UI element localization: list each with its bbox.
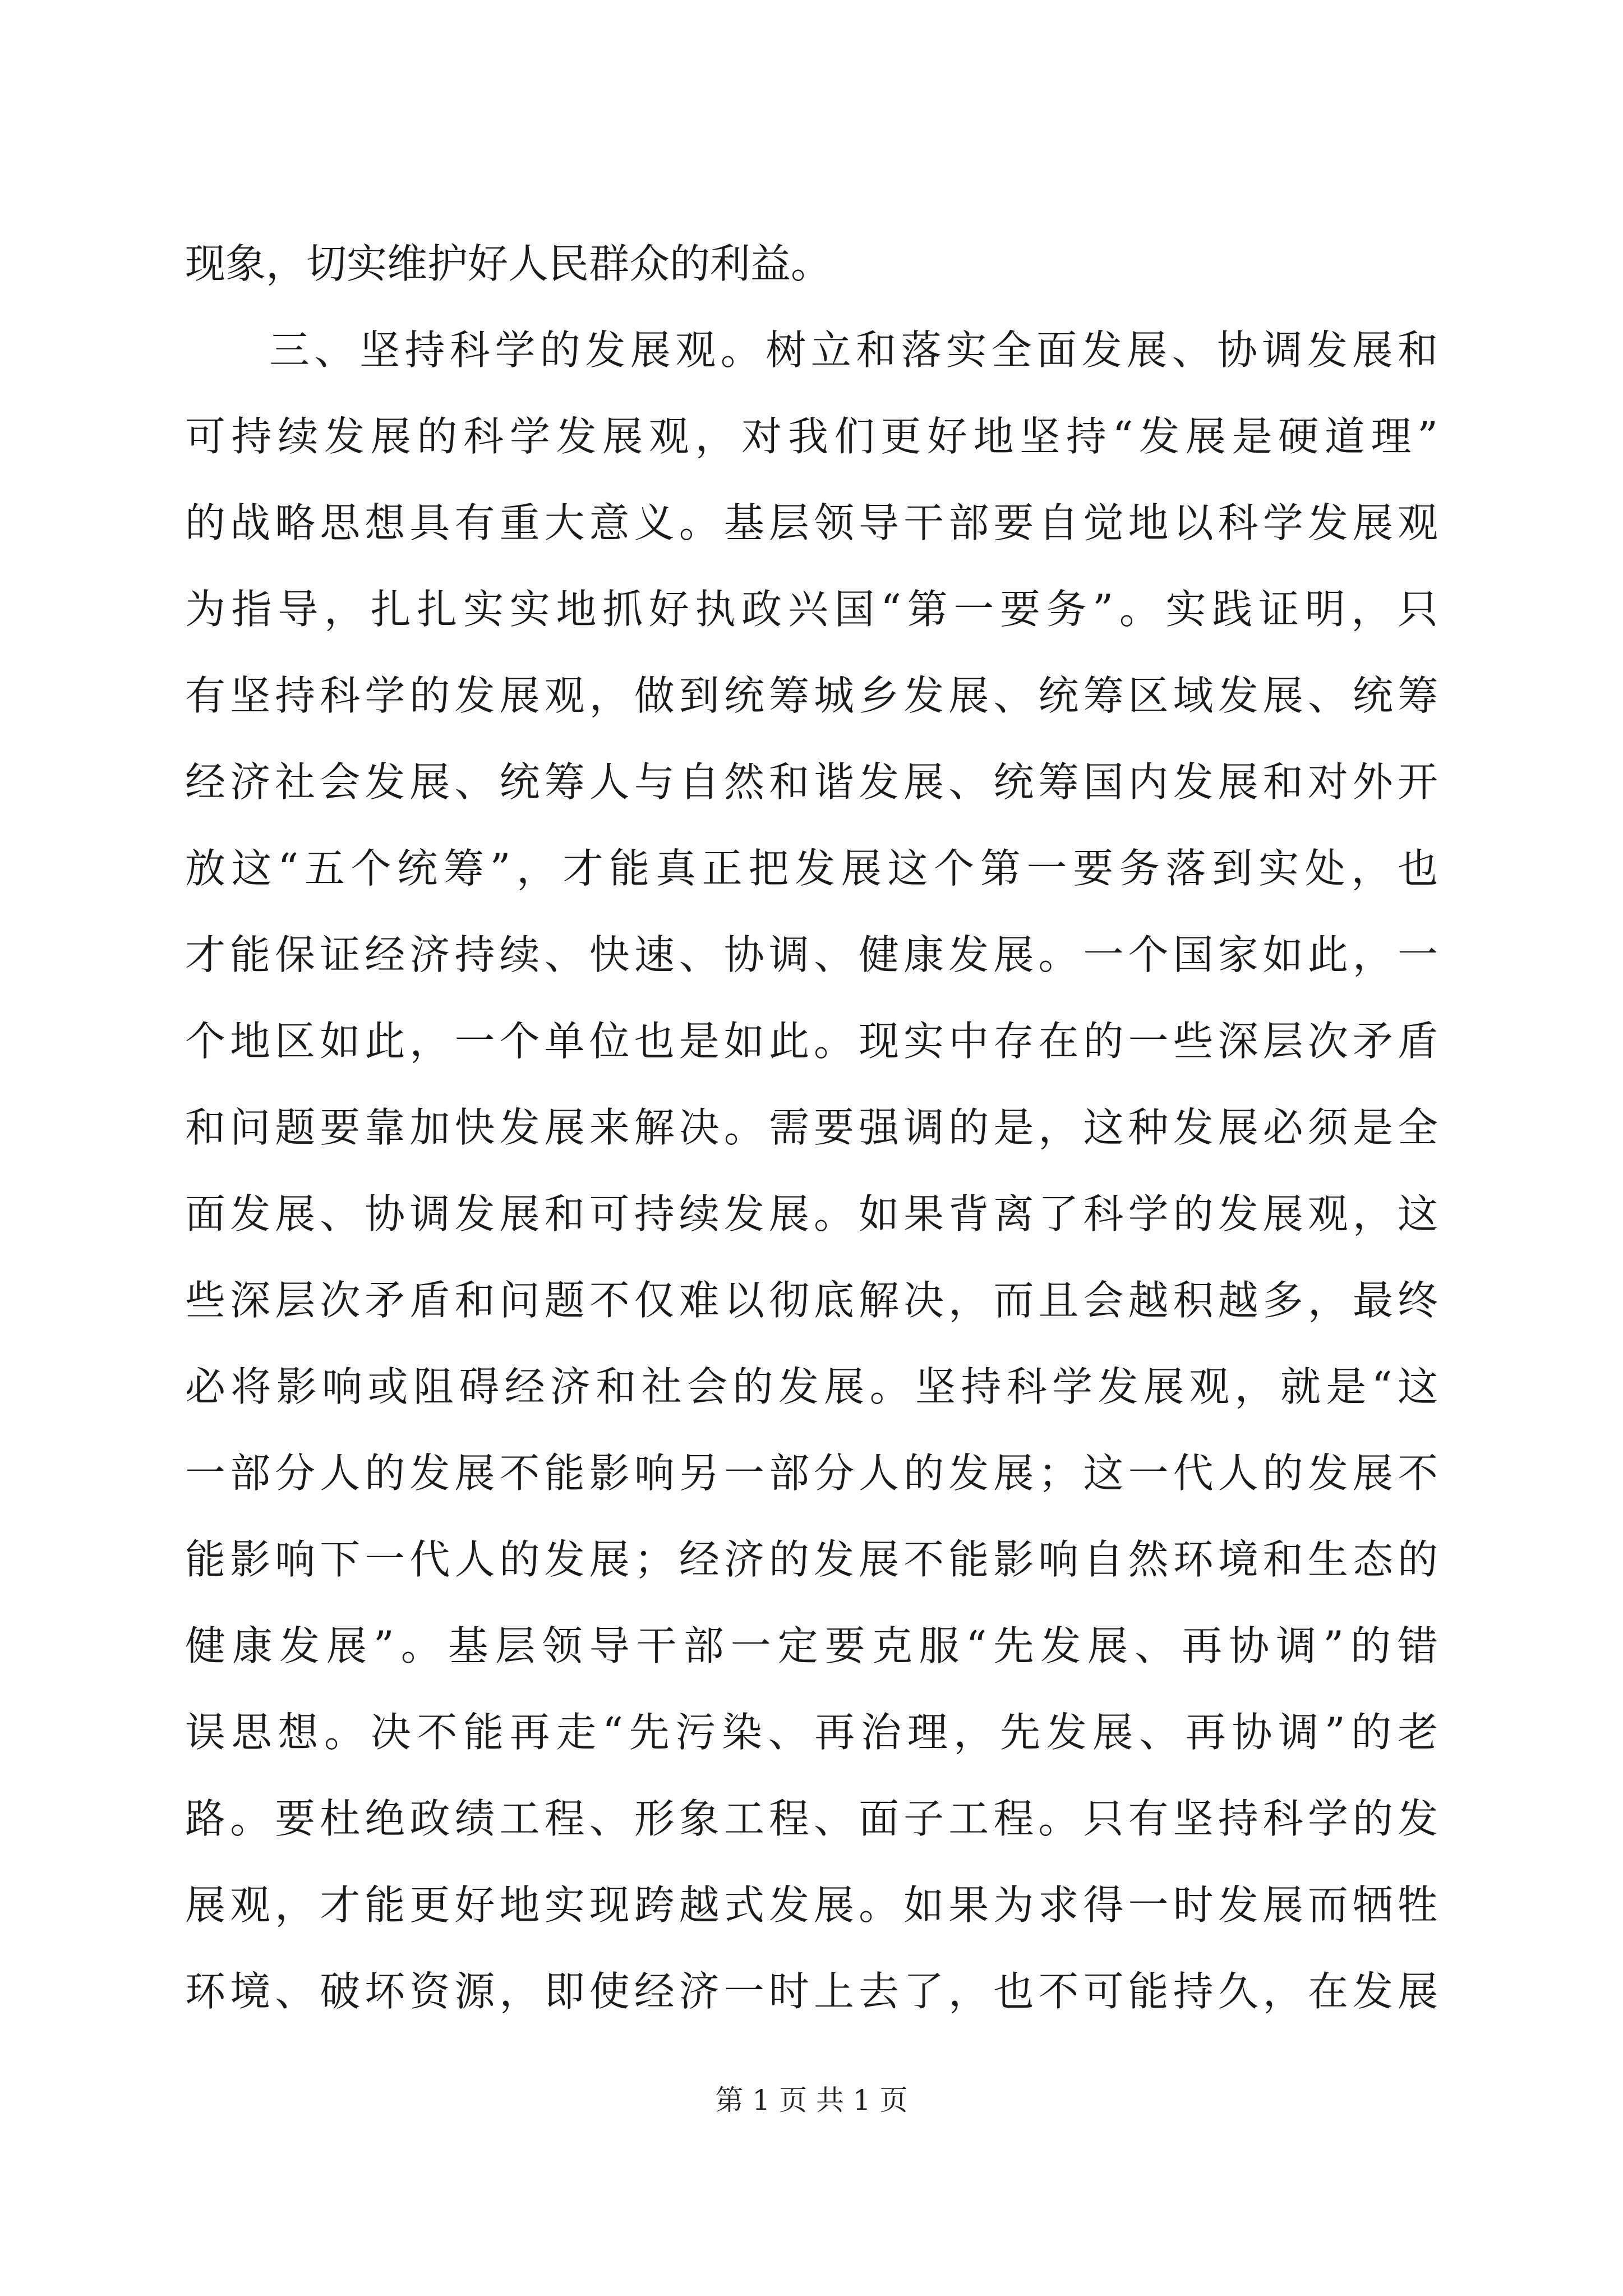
page-number-footer: 第 1 页 共 1 页 — [715, 2084, 908, 2116]
text-line: 环境、破坏资源，即使经济一时上去了，也不可能持久，在发展 — [185, 1968, 1438, 2015]
text-line: 可持续发展的科学发展观，对我们更好地坚持“发展是硬道理” — [185, 413, 1438, 460]
text-line: 个地区如此，一个单位也是如此。现实中存在的一些深层次矛盾 — [185, 1018, 1438, 1065]
text-line: 路。要杜绝政绩工程、形象工程、面子工程。只有坚持科学的发 — [185, 1795, 1438, 1842]
text-line: 有坚持科学的发展观，做到统筹城乡发展、统筹区域发展、统筹 — [185, 672, 1438, 719]
text-line: 才能保证经济持续、快速、协调、健康发展。一个国家如此，一 — [185, 931, 1438, 978]
text-line: 经济社会发展、统筹人与自然和谐发展、统筹国内发展和对外开 — [185, 758, 1438, 806]
text-line: 面发展、协调发展和可持续发展。如果背离了科学的发展观，这 — [185, 1190, 1438, 1237]
text-line: 误思想。决不能再走“先污染、再治理，先发展、再协调”的老 — [185, 1709, 1438, 1756]
text-line: 放这“五个统筹”，才能真正把发展这个第一要务落到实处，也 — [185, 845, 1438, 892]
text-line: 和问题要靠加快发展来解决。需要强调的是，这种发展必须是全 — [185, 1104, 1438, 1151]
text-line: 健康发展”。基层领导干部一定要克服“先发展、再协调”的错 — [185, 1622, 1438, 1669]
text-line: 现象，切实维护好人民群众的利益。 — [185, 240, 832, 287]
text-line: 展观，才能更好地实现跨越式发展。如果为求得一时发展而牺牲 — [185, 1881, 1438, 1929]
text-line: 为指导，扎扎实实地抓好执政兴国“第一要务”。实践证明，只 — [185, 586, 1438, 633]
text-line: 一部分人的发展不能影响另一部分人的发展；这一代人的发展不 — [185, 1450, 1438, 1497]
text-line: 些深层次矛盾和问题不仅难以彻底解决，而且会越积越多，最终 — [185, 1277, 1438, 1324]
text-line: 能影响下一代人的发展；经济的发展不能影响自然环境和生态的 — [185, 1536, 1438, 1583]
text-line: 的战略思想具有重大意义。基层领导干部要自觉地以科学发展观 — [185, 499, 1438, 546]
text-line: 必将影响或阻碍经济和社会的发展。坚持科学发展观，就是“这 — [185, 1363, 1438, 1410]
text-line: 三、坚持科学的发展观。树立和落实全面发展、协调发展和 — [269, 326, 1438, 374]
